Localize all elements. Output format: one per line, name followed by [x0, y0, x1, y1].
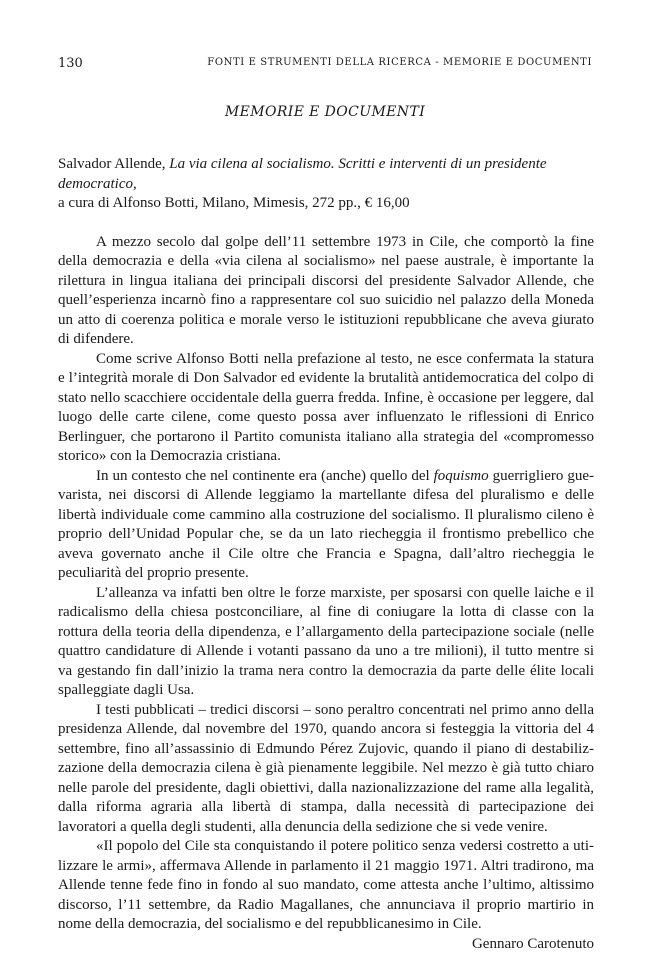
- book-details: a cura di Alfonso Botti, Milano, Mimesis, 272 pp., € 16,00: [58, 195, 410, 211]
- page-number: 130: [58, 56, 83, 71]
- section-title: MEMORIE E DOCUMENTI: [0, 104, 650, 120]
- paragraph-3-start: In un contesto che nel continente era (anche) quello del: [96, 468, 434, 484]
- paragraph-6: «Il popolo del Cile sta conquistando il potere politico senza vedersi costretto a utilizzare le armi», affermava Allende in parlamento il 21 maggio 1971. Altri tradirono, ma Allende tenne fede fino in fondo al suo mandato, come attesta anche l’ultimo, altissimo discorso, l’11 settembre, da Radio Magallanes, che annunciava il proprio martirio in nome della democrazia, del socialismo e del repubblicanesimo in Cile.: [58, 837, 594, 935]
- paragraph-4: L’alleanza va infatti ben oltre le forze marxiste, per sposarsi con quelle laiche e il radicalismo della chiesa postconciliare, al fine di coniugare la lotta di classe con la rottura della teoria della dipendenza, e l’allargamento della partecipazione sociale (nelle quattro candidature di Allende i votanti passano da uno a tre milioni), il tutto mentre si va gestando fin dall’inizio la trama nera contro la democrazia da parte delle élite locali spalleggiate dagli Usa.: [58, 584, 594, 701]
- paragraph-3: [58, 467, 594, 584]
- article-body: [58, 155, 594, 954]
- paragraph-5: I testi pubblicati – tredici discorsi – sono peraltro concentrati nel primo anno della presidenza Allende, dal novembre del 1970, quando ancora si festeggia la vittoria del 4 settembre, fino all’assassinio di Edmundo Pérez Zujovic, quando il piano di destabilizzazione della democrazia cilena è già pienamente leggibile. Nel mezzo è già tutto chiaro nelle parole del presidente, dagli obiettivi, dalla nazionalizzazione del rame alla legalità, dalla riforma agraria alla libertà di stampa, dalla necessità di partecipazione dei lavoratori a quella degli studenti, alla denuncia della sedizione che si vede venire.: [58, 701, 594, 838]
- running-header: [58, 56, 592, 74]
- author-signature: Gennaro Carotenuto: [58, 935, 594, 954]
- book-title: La via cilena al socialismo. Scritti e interventi di un presidente democratico,: [58, 156, 547, 192]
- paragraph-1: A mezzo secolo dal golpe dell’11 settembre 1973 in Cile, che comportò la fine della democrazia e della «via cilena al socialismo» nel paese australe, è importante la rilettura in lingua italiana dei principali discorsi del presidente Salvador Allende, che quell’esperienza incarnò fino a rappresentare col suo suicidio nel palazzo della Moneda un atto di coerenza politica e morale verso le istituzioni repubblicane che aveva giurato di difendere.: [58, 233, 594, 350]
- book-reference: [58, 155, 594, 214]
- running-title: FONTI E STRUMENTI DELLA RICERCA - MEMORIE E DOCUMENTI: [207, 57, 592, 68]
- paragraph-3-italic-term: foquismo: [434, 468, 489, 484]
- paragraph-3-end: guerrigliero guevarista, nei discorsi di Allende leggiamo la martellante difesa del pluralismo e delle libertà individuale come cammino alla costruzione del socialismo. Il pluralismo cileno è proprio dell’Unidad Popular che, se da un lato riecheggia il frontismo prebellico che aveva governato anche il Cile oltre che Francia e Spagna, dall’altro riecheggia le peculiarità del proprio presente.: [58, 468, 594, 582]
- book-author: Salvador Allende,: [58, 156, 169, 172]
- paragraph-2: Come scrive Alfonso Botti nella prefazione al testo, ne esce confermata la statura e l’integrità morale di Don Salvador ed evidente la brutalità antidemocratica del colpo di stato nello scacchiere occidentale della guerra fredda. Infine, è occasione per leggere, dal luogo delle carte cilene, come questo possa aver influenzato le riflessioni di Enrico Berlinguer, che portarono il Partito comunista italiano alla strategia del «compromesso storico» con la Democrazia cristiana.: [58, 350, 594, 467]
